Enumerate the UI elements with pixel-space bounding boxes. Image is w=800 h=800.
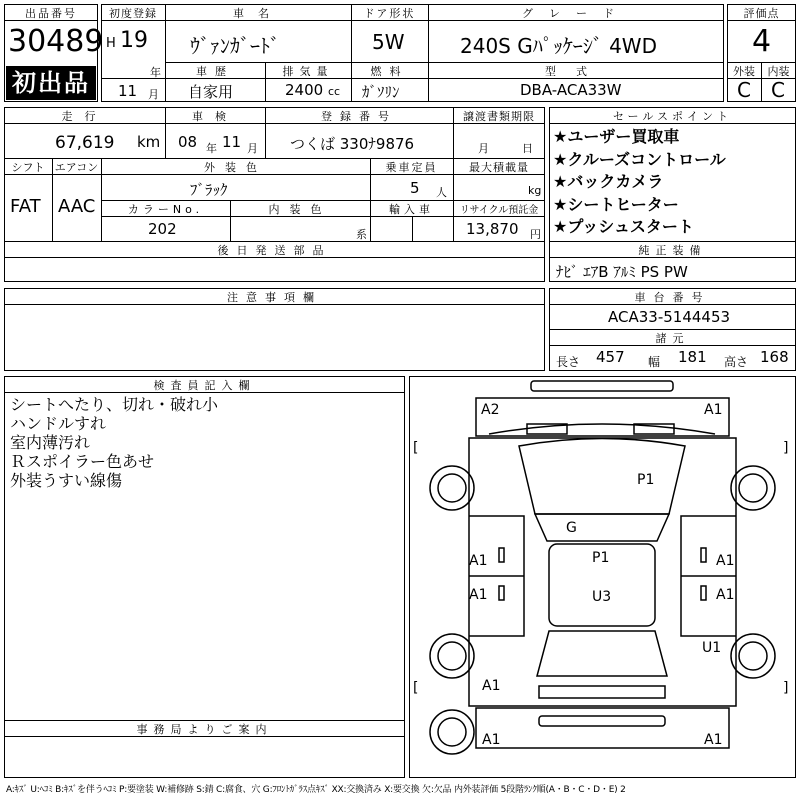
inspector-note-line: シートへたり、切れ・破れ小 <box>10 395 219 414</box>
windshield-shape <box>535 514 669 541</box>
sales-label: セールスポイント <box>612 110 732 123</box>
reg-year-unit: 年 <box>150 66 161 79</box>
exterior-score: C <box>737 78 751 102</box>
transfer-day: 日 <box>522 142 533 155</box>
inspector-note-line: 室内薄汚れ <box>10 433 91 452</box>
door-value: 5W <box>372 30 405 54</box>
interior-label: 内装 <box>767 65 790 78</box>
interior-score: C <box>771 78 785 102</box>
mileage-unit: km <box>137 133 161 151</box>
mark-rear-right: A1 <box>704 732 723 748</box>
plate-value: つくば 330ﾅ9876 <box>290 135 415 153</box>
height-label: 高さ <box>724 355 749 369</box>
capacity-unit: 人 <box>436 186 447 199</box>
ac-value: AAC <box>58 196 96 217</box>
shift-label: シフト <box>11 161 45 174</box>
interior-color-unit: 系 <box>356 228 367 241</box>
sales-points-list <box>553 126 726 239</box>
dims-label: 諸元 <box>655 332 690 345</box>
inspection-year-unit: 年 <box>206 142 217 155</box>
recycle-value: 13,870 <box>466 220 519 238</box>
model-value: DBA-ACA33W <box>520 81 622 99</box>
rear-body-outline <box>476 708 729 748</box>
inspector-note-line: 外装うすい線傷 <box>10 471 123 490</box>
hood-shape <box>519 439 685 515</box>
rear-right-wheel <box>731 634 775 678</box>
lot-number: 30489 <box>8 24 104 59</box>
displacement-unit: cc <box>328 85 341 98</box>
mark-hood: P1 <box>637 472 655 488</box>
spare-left-wheel <box>430 710 474 754</box>
shift-value: FAT <box>10 196 41 217</box>
color-label: 外装色 <box>204 161 267 174</box>
rear-left-wheel <box>430 634 474 678</box>
mileage-label: 走行 <box>61 110 108 123</box>
legend-text: A:ｷｽﾞ U:ﾍｺﾐ B:ｷｽﾞを伴うﾍｺﾐ P:要塗装 W:補修跡 S:錆 C:腐食、穴 G:ﾌﾛﾝﾄｶﾞﾗｽ点ｷｽﾞ XX:交換済み X:要交換 欠:欠品 内外装評価 5段階ﾗﾝｸ順(A・B・C・D・E) 2 <box>6 785 626 795</box>
grade-value: 240S Gﾊﾟｯｹｰｼﾞ 4WD <box>460 34 657 58</box>
rear-glass-shape <box>537 631 667 676</box>
inspection-month-unit: 月 <box>247 142 258 155</box>
inspector-note-line: Ｒスポイラー色あせ <box>10 452 155 471</box>
equipment-label: 純正装備 <box>638 244 707 257</box>
mark-rear-left: A1 <box>482 732 501 748</box>
ac-label: エアコン <box>54 161 99 174</box>
mark-right-rear-door: A1 <box>716 587 735 603</box>
later-parts-label: 後日発送部品 <box>217 244 332 257</box>
mark-left-quarter: A1 <box>482 678 501 694</box>
mark-right-quarter: U1 <box>702 640 722 656</box>
score-value: 4 <box>752 24 772 59</box>
mileage-value: 67,619 <box>55 133 115 153</box>
color-value: ﾌﾞﾗｯｸ <box>190 181 228 199</box>
exterior-label: 外装 <box>733 65 755 78</box>
inspector-note-line: ハンドルすれ <box>10 414 107 433</box>
inspection-year: 08 <box>178 133 198 151</box>
bracket-right-top: ] <box>783 440 789 456</box>
load-label: 最大積載量 <box>469 161 529 174</box>
length-value: 457 <box>596 348 625 366</box>
displacement-label: 排気量 <box>282 65 334 78</box>
height-value: 168 <box>760 348 789 366</box>
fuel-value: ｶﾞｿﾘﾝ <box>362 83 400 101</box>
import-label: 輸入車 <box>389 203 434 216</box>
sales-point: ★シートヒーター <box>553 194 679 214</box>
mark-front-left: A2 <box>481 402 500 418</box>
length-label: 長さ <box>556 355 581 369</box>
car-diagram <box>409 376 796 778</box>
recycle-label: リサイクル預託金 <box>459 205 539 216</box>
car-name-label: 車名 <box>233 7 283 20</box>
history-label: 車歴 <box>196 65 234 78</box>
bracket-left-top: [ <box>413 440 419 456</box>
sales-point: ★ユーザー買取車 <box>553 127 680 146</box>
sales-point: ★プッシュスタート <box>553 217 694 236</box>
sales-point: ★クルーズコントロール <box>553 149 726 169</box>
color-no-label: カラーNo. <box>127 203 204 216</box>
capacity-value: 5 <box>410 179 420 197</box>
equipment-value: ﾅﾋﾞ ｴｱB ｱﾙﾐ PS PW <box>556 263 688 281</box>
first-reg-label: 初度登録 <box>109 7 157 20</box>
model-label: 型式 <box>545 65 607 78</box>
load-unit: kg <box>528 184 542 197</box>
chassis-value: ACA33-5144453 <box>608 308 731 326</box>
front-left-wheel <box>430 466 474 510</box>
lot-label: 出品番号 <box>25 7 77 20</box>
displacement-value: 2400 <box>285 81 324 99</box>
inspection-label: 車検 <box>192 110 238 123</box>
chassis-label: 車台番号 <box>634 291 711 304</box>
door-label: ドア形状 <box>363 7 416 20</box>
mark-left-rear-door: A1 <box>469 587 488 603</box>
transfer-label: 譲渡書類期限 <box>463 110 535 123</box>
transfer-month: 月 <box>478 142 489 155</box>
mark-right-front-door: A1 <box>716 553 735 569</box>
width-value: 181 <box>678 348 707 366</box>
reg-year: 19 <box>120 28 148 53</box>
inspector-notes <box>10 395 218 490</box>
bracket-right-bottom: ] <box>783 680 789 696</box>
car-name: ｳﾞｧﾝｶﾞｰﾄﾞ <box>190 34 280 58</box>
sales-point: ★バックカメラ <box>553 172 664 191</box>
first-listing-badge: 初出品 <box>6 66 96 100</box>
color-no-value: 202 <box>148 220 177 238</box>
mark-roof-rear: U3 <box>592 589 612 605</box>
plate-label: 登録番号 <box>321 110 397 123</box>
office-label: 事務局よりご案内 <box>136 723 273 736</box>
reg-month: 11 <box>118 82 138 100</box>
inspector-label: 検査員記入欄 <box>153 379 256 392</box>
inspection-month: 11 <box>222 133 242 151</box>
mark-front-right: A1 <box>704 402 723 418</box>
notes-label: 注意事項欄 <box>227 291 322 304</box>
bracket-left-bottom: [ <box>413 680 419 696</box>
mark-windshield: G <box>566 520 577 536</box>
reg-month-unit: 月 <box>148 88 159 101</box>
interior-color-label: 内装色 <box>268 203 332 216</box>
front-bumper-shape <box>531 381 673 391</box>
history-value: 自家用 <box>188 83 234 101</box>
reg-era: H <box>106 36 116 51</box>
front-right-wheel <box>731 466 775 510</box>
mark-left-front-door: A1 <box>469 553 488 569</box>
capacity-label: 乗車定員 <box>385 161 438 174</box>
fuel-label: 燃料 <box>370 65 409 78</box>
recycle-unit: 円 <box>530 228 541 241</box>
mark-roof: P1 <box>592 550 610 566</box>
body-outline <box>469 438 736 706</box>
grade-label: グレード <box>522 7 630 20</box>
width-label: 幅 <box>648 355 661 369</box>
score-label: 評価点 <box>743 7 780 20</box>
